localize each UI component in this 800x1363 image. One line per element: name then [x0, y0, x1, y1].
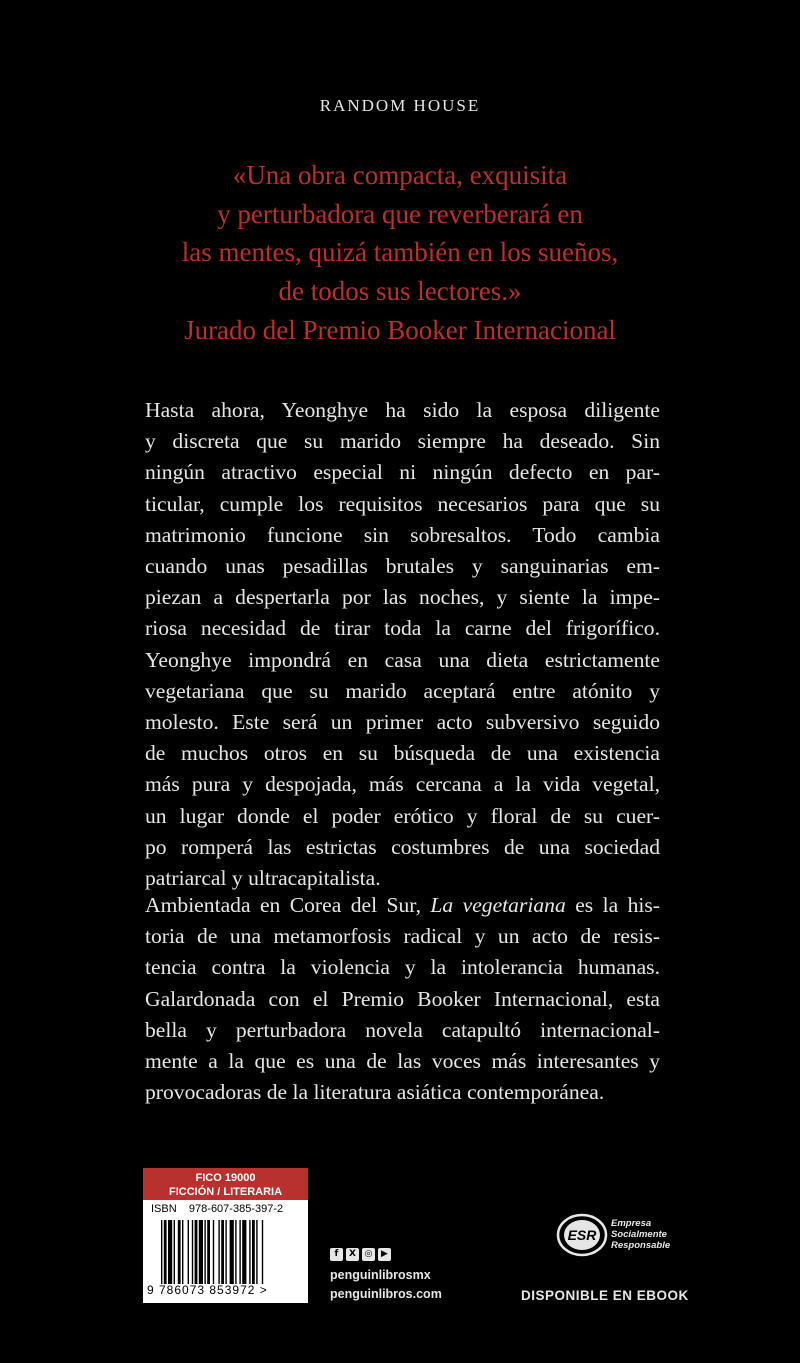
blurb-line: ticular, cumple los requisitos necesarios para que su [145, 491, 660, 516]
blurb-paragraph-1 [145, 395, 660, 894]
blurb-line: toria de una metamorfosis radical y un acto de resis- [145, 924, 660, 949]
x-icon[interactable]: X [346, 1248, 359, 1261]
barcode-bar [242, 1220, 246, 1284]
isbn-row [143, 1200, 308, 1216]
esr-line: Responsable [611, 1240, 671, 1251]
quote-line: y perturbadora que reverberará en [217, 198, 583, 229]
facebook-icon[interactable]: f [330, 1248, 343, 1261]
fico-label [143, 1168, 308, 1200]
barcode-bar [230, 1220, 234, 1284]
quote-line: «Una obra compacta, exquisita [232, 160, 568, 190]
isbn-number: 978-607-385-397-2 [188, 1203, 284, 1215]
blurb-line: ningún atractivo especial ni ningún defecto en par- [145, 460, 660, 485]
youtube-icon[interactable]: ▶ [378, 1248, 391, 1261]
blurb-line: provocadoras de la literatura asiática contemporánea. [145, 1080, 605, 1105]
esr-caption [611, 1218, 670, 1251]
fico-category: FICCIÓN / LITERARIA [168, 1186, 283, 1198]
barcode-bar [174, 1220, 175, 1284]
blurb-line: riosa necesidad de tirar toda la carne del frigorífico. [145, 616, 660, 641]
isbn-label: ISBN [151, 1203, 177, 1215]
barcode-bar [221, 1220, 224, 1284]
blurb-line [145, 890, 660, 921]
blurb-line: piezan a despertarla por las noches, y siente la impe- [145, 585, 660, 610]
ebook-notice: DISPONIBLE EN EBOOK [521, 1288, 689, 1303]
barcode-bar [188, 1220, 189, 1284]
blurb-line: Yeonghye impondrá en casa una dieta estrictamente [145, 647, 660, 672]
barcode-bar [213, 1220, 214, 1284]
esr-line: Socialmente [611, 1229, 667, 1240]
publisher-name: RANDOM HOUSE [319, 96, 481, 115]
blurb-line: de muchos otros en su búsqueda de una existencia [145, 741, 660, 766]
barcode-bar [249, 1220, 250, 1284]
book-title: La vegetariana [430, 893, 566, 917]
barcode-bar [178, 1220, 181, 1284]
blurb-line: patriarcal y ultracapitalista. [145, 866, 381, 891]
blurb-line: vegetariana que su marido aceptará entre atónito y [145, 678, 660, 703]
instagram-icon[interactable]: ◎ [362, 1248, 375, 1261]
blurb-line: Galardonada con el Premio Booker Internacional, esta [145, 986, 660, 1011]
barcode-bars [161, 1220, 296, 1284]
barcode-bar [262, 1220, 263, 1284]
barcode-bar [204, 1220, 205, 1284]
barcode-digits: 9 786073 853972 > [147, 1283, 268, 1297]
blurb-text: es la his- [565, 893, 660, 917]
barcode-bar [161, 1220, 162, 1284]
blurb-line: po romperá las estrictas costumbres de una sociedad [145, 834, 660, 859]
blurb-line: matrimonio funcione sin sobresaltos. Todo cambia [145, 522, 660, 547]
quote-line: de todos sus lectores.» [278, 275, 522, 306]
barcode-bar [225, 1220, 226, 1284]
barcode-bar [235, 1220, 236, 1284]
blurb-line: cuando unas pesadillas brutales y sanguinarias em- [145, 554, 660, 579]
esr-line: Empresa [611, 1218, 652, 1229]
review-quote [60, 156, 740, 310]
barcode-bar [199, 1220, 203, 1284]
social-icons [330, 1248, 391, 1261]
blurb-line: bella y perturbadora novela catapultó internacional- [145, 1017, 660, 1042]
barcode-bar [218, 1220, 219, 1284]
blurb-text: Ambientada en Corea del Sur, [145, 893, 431, 917]
blurb-line: Hasta ahora, Yeonghye ha sido la esposa diligente [145, 398, 660, 422]
barcode-block [143, 1168, 308, 1303]
blurb-line: un lugar donde el poder erótico y floral de su cuer- [145, 803, 660, 828]
blurb-line: mente a la que es una de las voces más interesantes y [145, 1049, 660, 1074]
barcode-bar [164, 1220, 167, 1284]
barcode-bar [182, 1220, 183, 1284]
blurb-line: molesto. Este será un primer acto subversivo seguido [145, 710, 660, 735]
quote-attribution: Jurado del Premio Booker Internacional [184, 315, 616, 345]
barcode-bar [256, 1220, 257, 1284]
barcode-bar [192, 1220, 193, 1284]
barcode-bar [239, 1220, 240, 1284]
blurb-line: más pura y despojada, más cercana a la vida vegetal, [145, 772, 660, 797]
blurb-paragraph-2 [145, 890, 660, 1108]
social-handle[interactable]: penguinlibrosmx [330, 1268, 431, 1282]
barcode-bar [207, 1220, 210, 1284]
fico-code: FICO 19000 [195, 1172, 256, 1184]
barcode-bar [252, 1220, 255, 1284]
blurb-line: tencia contra la violencia y la intolerancia humanas. [145, 955, 660, 980]
blurb-line: y discreta que su marido siempre ha deseado. Sin [145, 429, 660, 454]
barcode-bar [195, 1220, 198, 1284]
website-link[interactable]: penguinlibros.com [330, 1287, 442, 1301]
esr-logo-text: ESR [567, 1227, 597, 1243]
barcode-bar [168, 1220, 172, 1284]
quote-line: las mentes, quizá también en los sueños, [181, 237, 619, 267]
